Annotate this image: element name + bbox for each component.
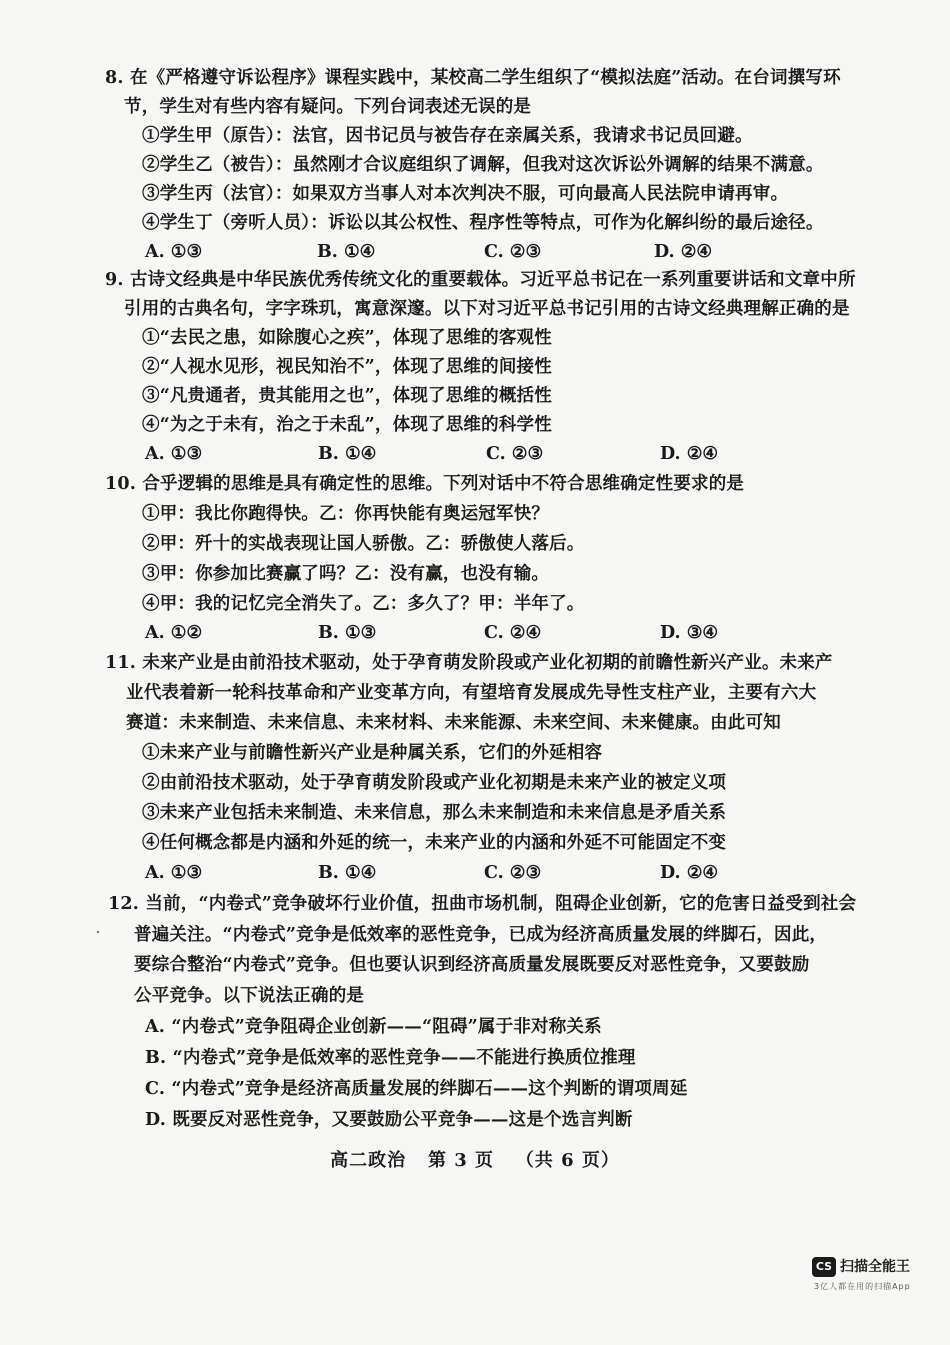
statement-item: ①学生甲（原告）：法官，因书记员与被告存在亲属关系，我请求书记员回避。 xyxy=(142,126,753,146)
question-stem-line: 10. 合乎逻辑的思维是具有确定性的思维。下列对话中不符合思维确定性要求的是 xyxy=(105,474,745,494)
statement-item: ②甲：歼十的实战表现让国人骄傲。乙：骄傲使人落后。 xyxy=(142,534,585,554)
option-b: B. ①③ xyxy=(318,623,377,643)
option-c: C. ②③ xyxy=(484,863,542,883)
question-stem-line: 普遍关注。“内卷式”竞争是低效率的恶性竞争，已成为经济高质量发展的绊脚石，因此， xyxy=(134,925,828,945)
option-d: D. 既要反对恶性竞争，又要鼓励公平竞争——这是个选言判断 xyxy=(145,1110,633,1130)
statement-item: ③学生丙（法官）：如果双方当事人对本次判决不服，可向最高人民法院申请再审。 xyxy=(142,184,789,204)
option-b: B. ①④ xyxy=(318,863,377,883)
statement-item: ④“为之于未有，治之于未乱”，体现了思维的科学性 xyxy=(142,415,552,435)
page-footer: 高二政治 第 3 页 （共 6 页） xyxy=(330,1150,620,1171)
question-stem-line: 要综合整治“内卷式”竞争。但也要认识到经济高质量发展既要反对恶性竞争，又要鼓励 xyxy=(134,955,810,975)
option-a: A. ①② xyxy=(145,623,203,643)
option-a: A. ①③ xyxy=(145,863,203,883)
watermark-subtitle: 3亿人都在用的扫描App xyxy=(814,1282,911,1291)
question-stem-line: 12. 当前，“内卷式”竞争破坏行业价值，扭曲市场机制，阻碍企业创新，它的危害日益受到社会 xyxy=(108,894,857,914)
option-a: A. ①③ xyxy=(145,444,203,464)
question-stem-line: 引用的古典名句，字字珠玑，寓意深邃。以下对习近平总书记引用的古诗文经典理解正确的是 xyxy=(124,299,850,319)
question-stem-line: 业代表着新一轮科技革命和产业变革方向，有望培育发展成先导性支柱产业，主要有六大 xyxy=(126,683,817,703)
statement-item: ④学生丁（旁听人员）：诉讼以其公权性、程序性等特点，可作为化解纠纷的最后途径。 xyxy=(142,213,824,233)
statement-item: ③未来产业包括未来制造、未来信息，那么未来制造和未来信息是矛盾关系 xyxy=(142,803,727,823)
question-stem-line: 8. 在《严格遵守诉讼程序》课程实践中，某校高二学生组织了“模拟法庭”活动。在台词撰写环 xyxy=(105,68,841,88)
statement-item: ②“人视水见形，视民知治不”，体现了思维的间接性 xyxy=(142,357,552,377)
statement-item: ②由前沿技术驱动，处于孕育萌发阶段或产业化初期是未来产业的被定义项 xyxy=(142,773,727,793)
question-stem-line: 节，学生对有些内容有疑问。下列台词表述无误的是 xyxy=(124,97,532,117)
statement-item: ①“去民之患，如除腹心之疾”，体现了思维的客观性 xyxy=(142,328,552,348)
option-a: A. “内卷式”竞争阻碍企业创新——“阻碍”属于非对称关系 xyxy=(145,1017,602,1037)
question-stem-line: 11. 未来产业是由前沿技术驱动，处于孕育萌发阶段或产业化初期的前瞻性新兴产业。未来产 xyxy=(105,653,833,673)
scanner-watermark xyxy=(812,1257,932,1297)
question-stem-line: 公平竞争。以下说法正确的是 xyxy=(134,986,365,1006)
statement-item: ②学生乙（被告）：虽然刚才合议庭组织了调解，但我对这次诉讼外调解的结果不满意。 xyxy=(142,155,824,175)
option-d: D. ②④ xyxy=(654,242,713,262)
option-b: B. ①④ xyxy=(318,444,377,464)
statement-item: ③“凡贵通者，贵其能用之也”，体现了思维的概括性 xyxy=(142,386,552,406)
option-b: B. “内卷式”竞争是低效率的恶性竞争——不能进行换质位推理 xyxy=(145,1048,636,1068)
watermark-title: 扫描全能王 xyxy=(840,1259,910,1275)
option-c: C. ②③ xyxy=(484,242,542,262)
statement-item: ④甲：我的记忆完全消失了。乙：多久了？甲：半年了。 xyxy=(142,594,585,614)
statement-item: ④任何概念都是内涵和外延的统一，未来产业的内涵和外延不可能固定不变 xyxy=(142,833,727,853)
option-d: D. ②④ xyxy=(660,863,719,883)
option-d: D. ②④ xyxy=(660,444,719,464)
scan-speck xyxy=(97,931,99,933)
question-stem-line: 9. 古诗文经典是中华民族优秀传统文化的重要载体。习近平总书记在一系列重要讲话和文章中所 xyxy=(105,270,856,290)
option-c: C. ②④ xyxy=(484,623,542,643)
option-c: C. “内卷式”竞争是经济高质量发展的绊脚石——这个判断的谓项周延 xyxy=(145,1079,688,1099)
statement-item: ①未来产业与前瞻性新兴产业是种属关系，它们的外延相容 xyxy=(142,743,603,763)
option-a: A. ①③ xyxy=(145,242,203,262)
option-c: C. ②③ xyxy=(486,444,544,464)
statement-item: ③甲：你参加比赛赢了吗？乙：没有赢，也没有输。 xyxy=(142,564,550,584)
statement-item: ①甲：我比你跑得快。乙：你再快能有奥运冠军快？ xyxy=(142,504,550,524)
option-d: D. ③④ xyxy=(660,623,719,643)
camscanner-logo-icon: CS xyxy=(812,1257,836,1277)
option-b: B. ①④ xyxy=(317,242,376,262)
question-stem-line: 赛道：未来制造、未来信息、未来材料、未来能源、未来空间、未来健康。由此可知 xyxy=(126,713,781,733)
